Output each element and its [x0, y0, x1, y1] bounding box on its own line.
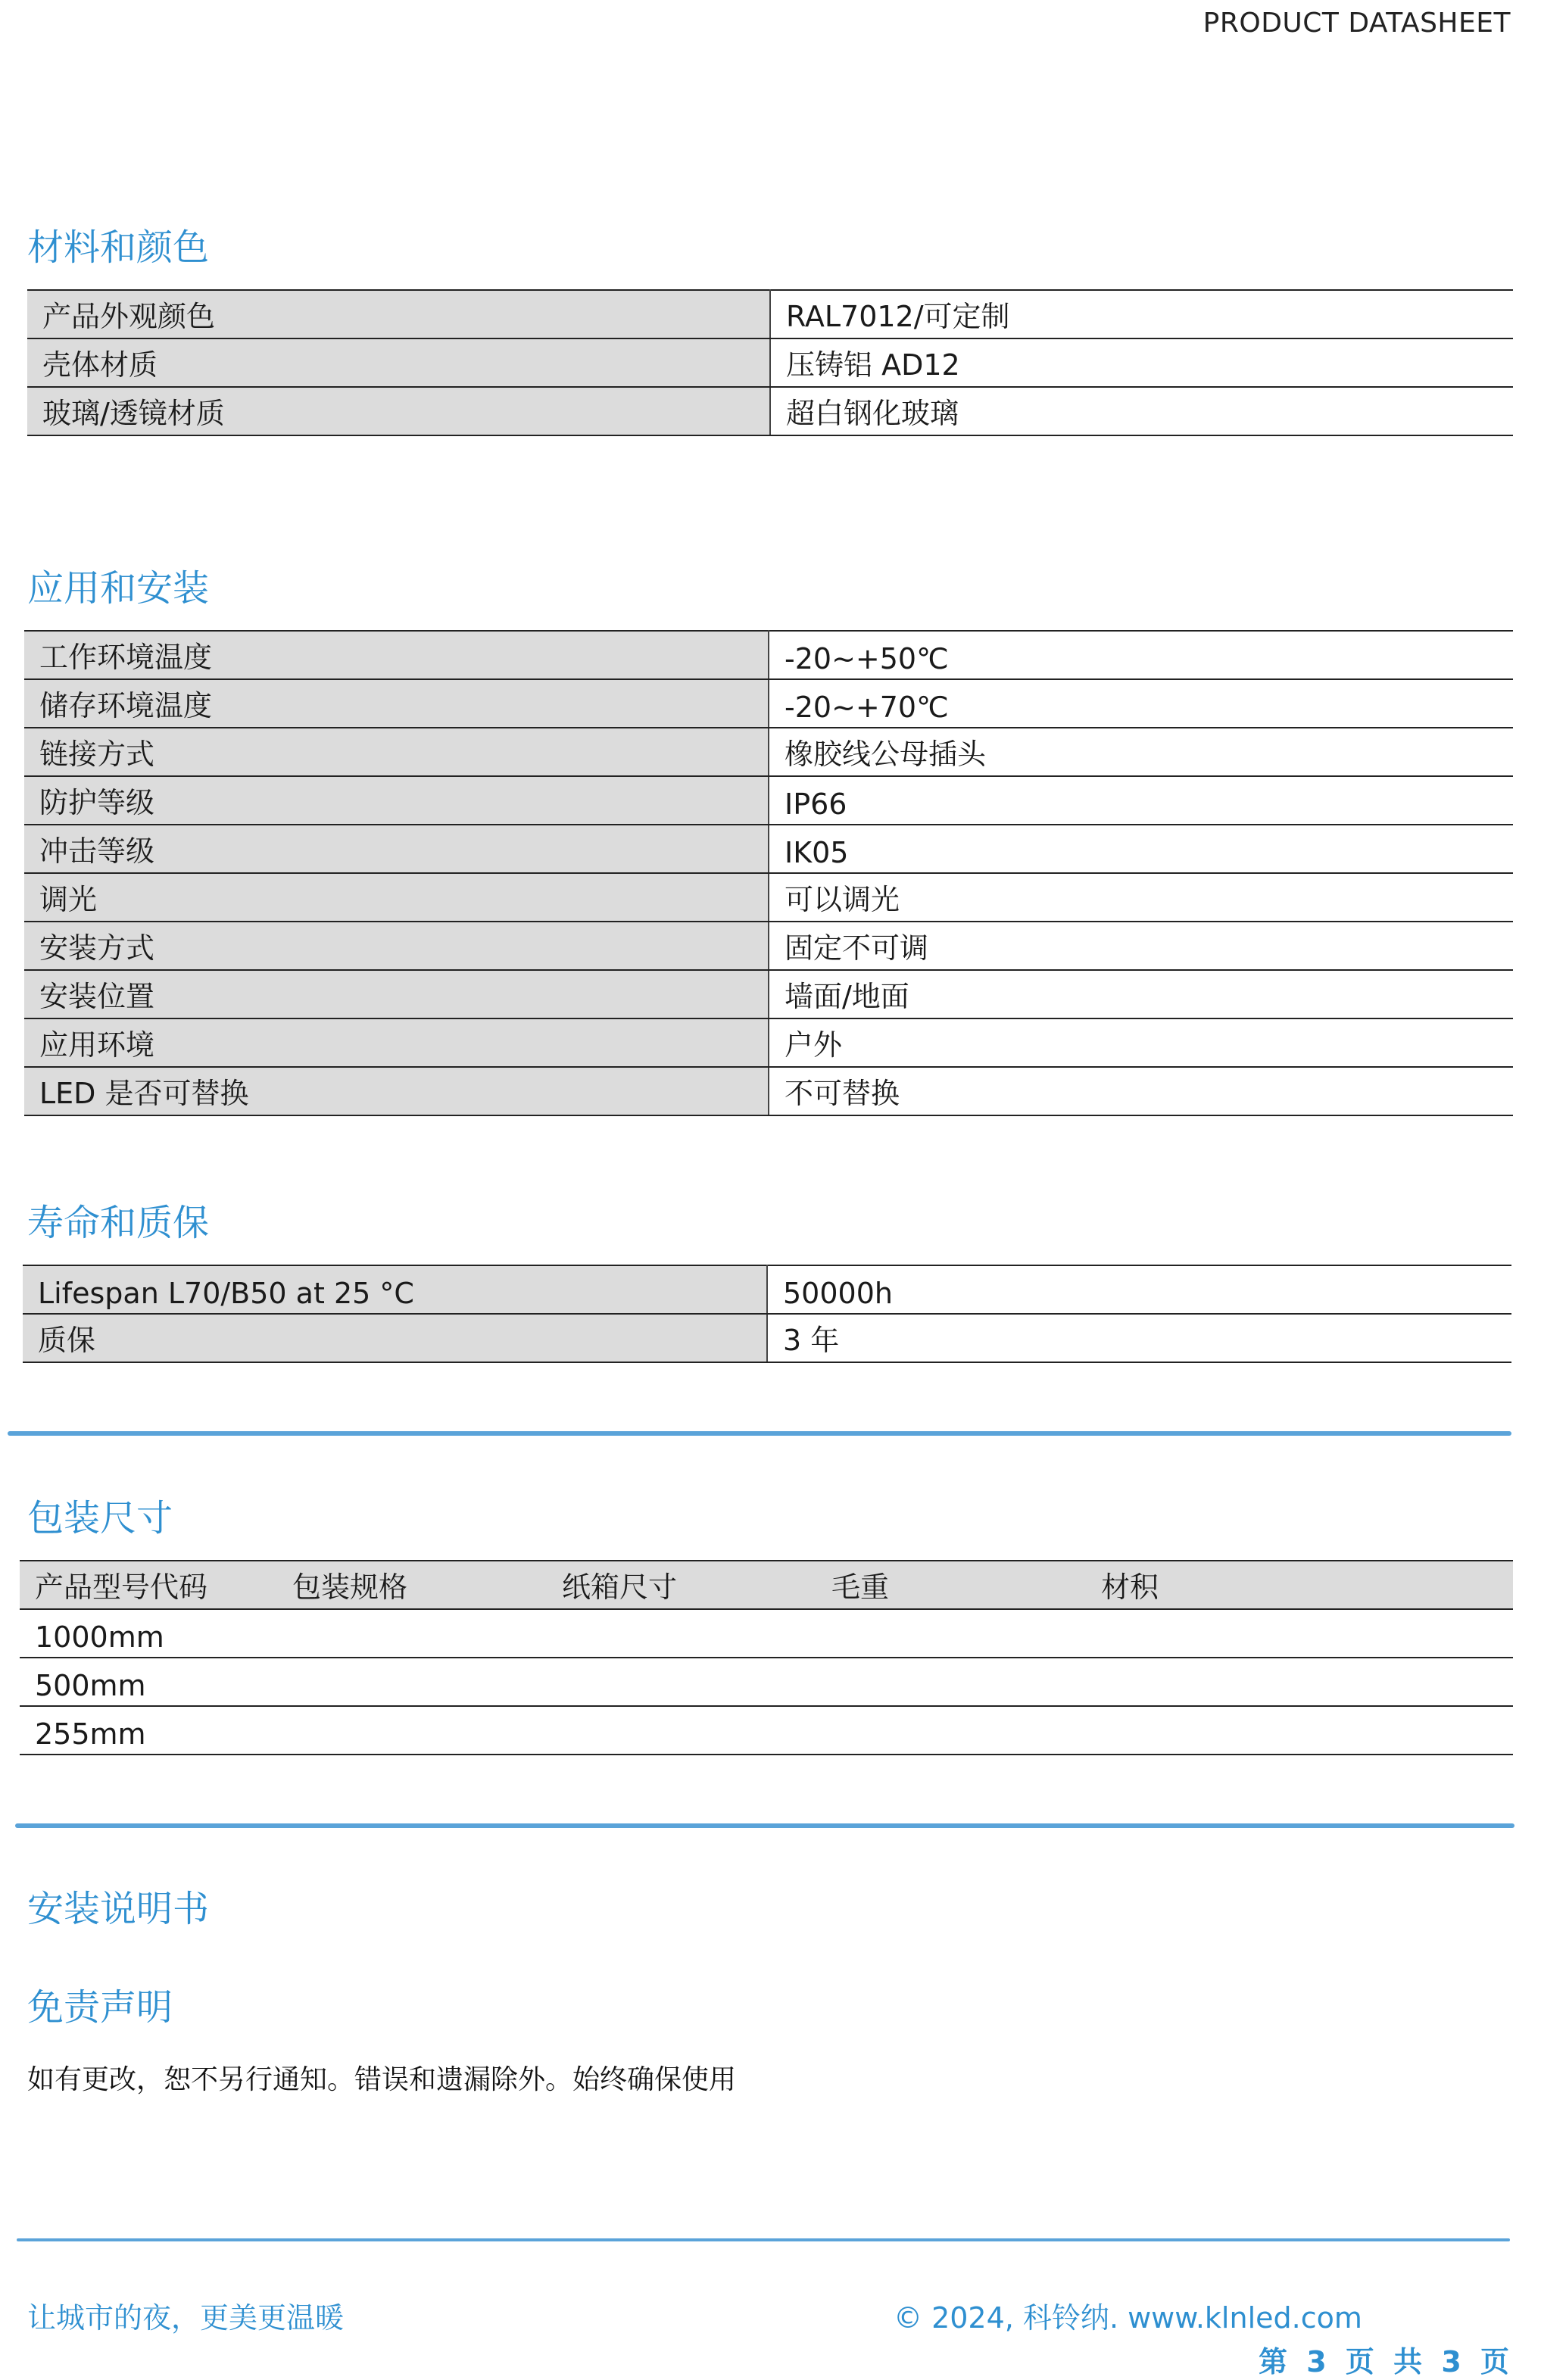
table-cell — [1086, 1609, 1513, 1658]
spec-value: IP66 — [769, 776, 1513, 825]
page-header-title: PRODUCT DATASHEET — [1203, 8, 1511, 39]
table-row — [24, 1067, 1513, 1115]
table-cell — [547, 1658, 816, 1706]
table-row — [27, 338, 1513, 387]
table-row — [27, 290, 1513, 338]
table-cell — [1086, 1658, 1513, 1706]
table-cell: 500mm — [20, 1658, 277, 1706]
footer-divider — [17, 2238, 1510, 2241]
spec-key: Lifespan L70/B50 at 25 °C — [23, 1265, 767, 1314]
table-row — [20, 1609, 1513, 1658]
table-row — [24, 631, 1513, 679]
spec-key: 防护等级 — [24, 776, 769, 825]
footer-slogan: 让城市的夜，更美更温暖 — [27, 2301, 345, 2335]
lifetime-table — [23, 1265, 1511, 1363]
spec-key: 工作环境温度 — [24, 631, 769, 679]
spec-value: -20~+50℃ — [769, 631, 1513, 679]
spec-value: 超白钢化玻璃 — [770, 387, 1513, 435]
table-cell — [816, 1706, 1086, 1755]
spec-value: -20~+70℃ — [769, 679, 1513, 728]
spec-key: 调光 — [24, 873, 769, 922]
spec-key: 产品外观颜色 — [27, 290, 770, 338]
table-row — [24, 679, 1513, 728]
table-row — [24, 873, 1513, 922]
table-row — [27, 387, 1513, 435]
packaging-table — [20, 1560, 1513, 1755]
section-title-lifetime: 寿命和质保 — [27, 1202, 210, 1244]
section-title-install-manual: 安装说明书 — [27, 1888, 210, 1930]
disclaimer-text: 如有更改，恕不另行通知。错误和遗漏除外。始终确保使用 — [27, 2064, 737, 2095]
spec-key: 储存环境温度 — [24, 679, 769, 728]
spec-key: 质保 — [23, 1314, 767, 1362]
table-row — [24, 776, 1513, 825]
table-row — [23, 1265, 1511, 1314]
column-header: 材积 — [1086, 1561, 1513, 1609]
table-cell — [547, 1609, 816, 1658]
table-cell: 1000mm — [20, 1609, 277, 1658]
footer-copyright: © 2024, 科铃纳. www.klnled.com — [894, 2301, 1362, 2335]
table-row — [24, 825, 1513, 873]
spec-value: 户外 — [769, 1018, 1513, 1067]
spec-value: 墙面/地面 — [769, 970, 1513, 1018]
footer-page-number: 第 3 页 共 3 页 — [1258, 2345, 1514, 2378]
spec-value: 压铸铝 AD12 — [770, 338, 1513, 387]
table-row — [24, 1018, 1513, 1067]
spec-value: 50000h — [767, 1265, 1511, 1314]
section-title-application: 应用和安装 — [27, 567, 210, 610]
table-row — [20, 1658, 1513, 1706]
column-header: 毛重 — [816, 1561, 1086, 1609]
table-header-row — [20, 1561, 1513, 1609]
table-row — [24, 922, 1513, 970]
spec-value: 不可替换 — [769, 1067, 1513, 1115]
table-row — [24, 728, 1513, 776]
spec-value: 可以调光 — [769, 873, 1513, 922]
table-cell — [816, 1609, 1086, 1658]
spec-key: LED 是否可替换 — [24, 1067, 769, 1115]
column-header: 包装规格 — [277, 1561, 547, 1609]
section-divider — [15, 1823, 1514, 1828]
table-row — [20, 1706, 1513, 1755]
spec-value: RAL7012/可定制 — [770, 290, 1513, 338]
table-cell — [277, 1609, 547, 1658]
table-cell — [277, 1658, 547, 1706]
spec-value: 3 年 — [767, 1314, 1511, 1362]
column-header: 纸箱尺寸 — [547, 1561, 816, 1609]
spec-value: 固定不可调 — [769, 922, 1513, 970]
section-divider — [8, 1431, 1511, 1436]
section-title-packaging: 包装尺寸 — [27, 1497, 173, 1539]
column-header: 产品型号代码 — [20, 1561, 277, 1609]
table-row — [24, 970, 1513, 1018]
table-cell — [1086, 1706, 1513, 1755]
spec-key: 安装位置 — [24, 970, 769, 1018]
section-title-materials: 材料和颜色 — [27, 226, 210, 269]
spec-value: 橡胶线公母插头 — [769, 728, 1513, 776]
table-cell — [816, 1658, 1086, 1706]
spec-key: 链接方式 — [24, 728, 769, 776]
section-title-disclaimer: 免责声明 — [27, 1986, 173, 2029]
table-row — [23, 1314, 1511, 1362]
application-table — [24, 630, 1513, 1116]
table-cell: 255mm — [20, 1706, 277, 1755]
spec-value: IK05 — [769, 825, 1513, 873]
spec-key: 安装方式 — [24, 922, 769, 970]
table-cell — [277, 1706, 547, 1755]
materials-table — [27, 289, 1513, 436]
spec-key: 应用环境 — [24, 1018, 769, 1067]
spec-key: 冲击等级 — [24, 825, 769, 873]
spec-key: 壳体材质 — [27, 338, 770, 387]
spec-key: 玻璃/透镜材质 — [27, 387, 770, 435]
table-cell — [547, 1706, 816, 1755]
